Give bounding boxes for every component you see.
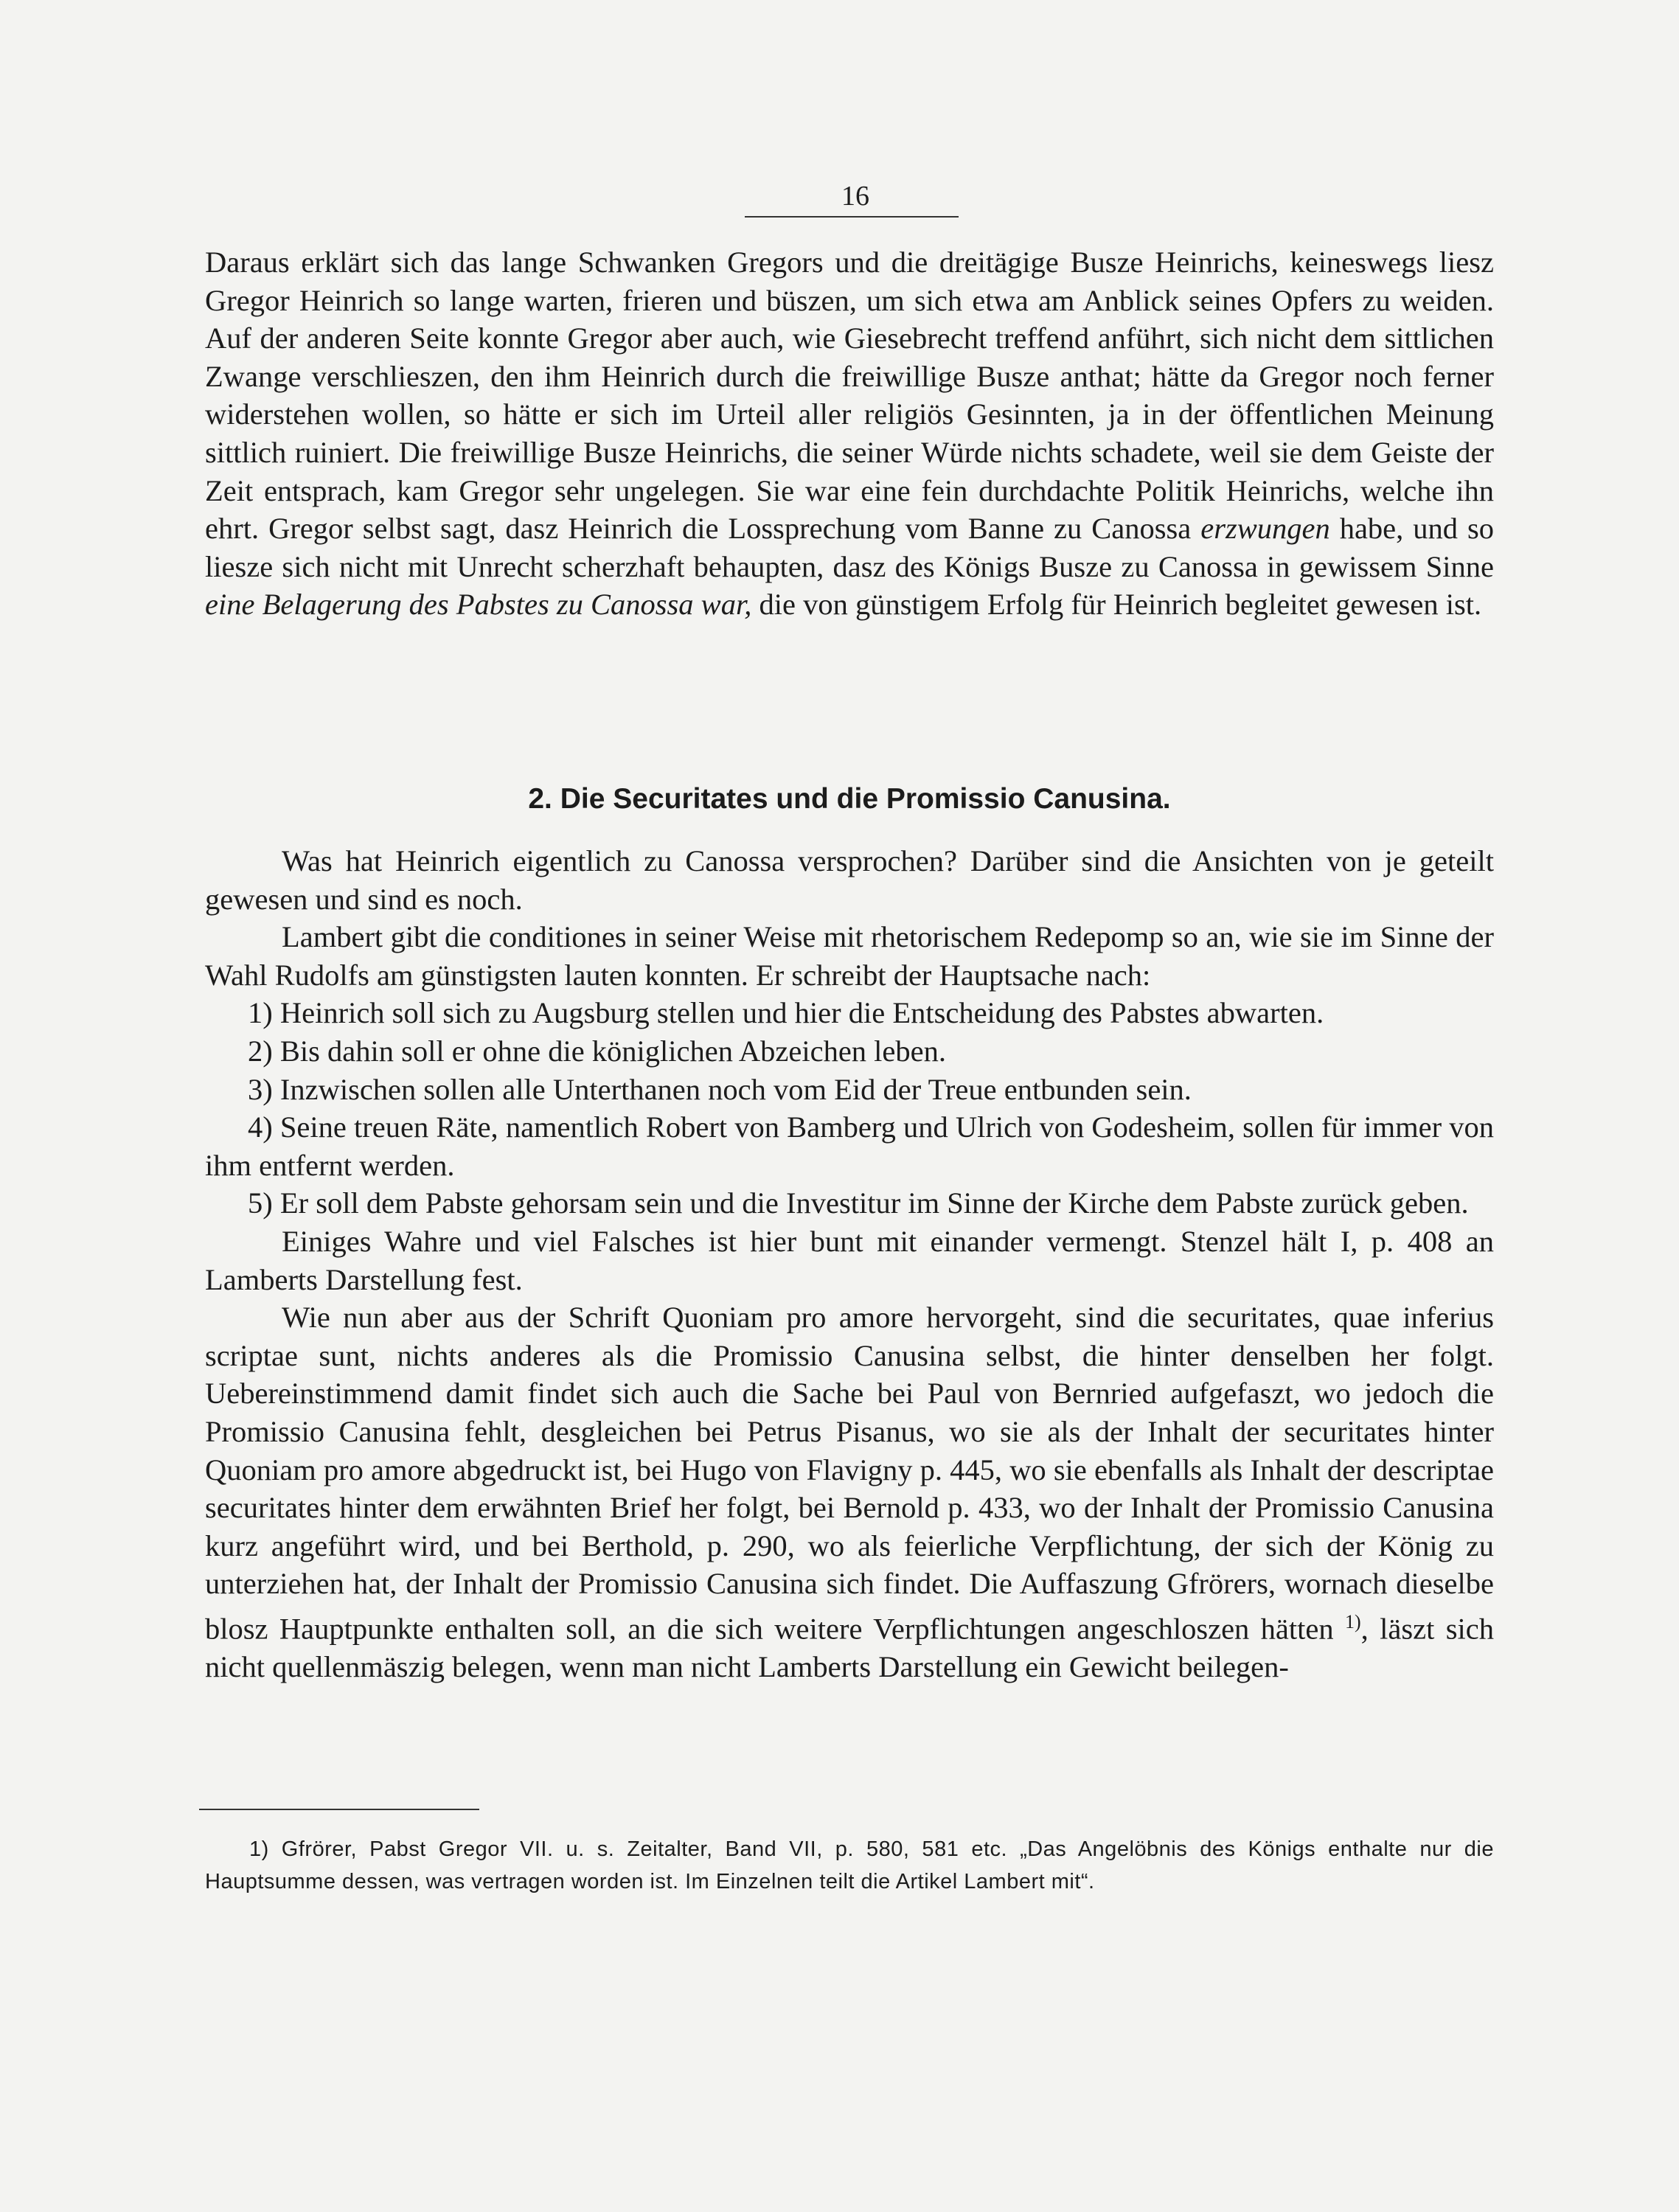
intro-paragraph-block: [205, 243, 1494, 624]
condition-item: 5) Er soll dem Pabste gehorsam sein und die Investitur im Sinne der Kirche dem Pabste zurück geben.: [248, 1186, 1469, 1220]
section-heading: 2. Die Securitates und die Promissio Canusina.: [528, 783, 1171, 815]
paragraph-lambert: Lambert gibt die conditiones in seiner Weise mit rhetorischem Redepomp so an, wie sie im Sinne der Wahl Rudolfs am günstigsten lauten konnten. Er schreibt der Hauptsache nach:: [205, 920, 1494, 992]
section-body: [205, 842, 1494, 1686]
paragraph-quoniam: [205, 1298, 1494, 1686]
intro-text-mid: habe, und so liesze sich nicht mit Unrecht scherzhaft behaupten, dasz des Königs Busze zu Canossa in gewissem Sinne: [205, 512, 1495, 583]
footnote-rule: [199, 1809, 479, 1810]
footnote: [205, 1833, 1494, 1898]
intro-text-end: die von günstigem Erfolg für Heinrich begleitet gewesen ist.: [759, 588, 1482, 622]
header-rule: [745, 216, 959, 218]
footnote-ref: 1): [1345, 1610, 1361, 1632]
paragraph-question: Was hat Heinrich eigentlich zu Canossa versprochen? Darüber sind die Ansichten von je geteilt gewesen und sind es noch.: [205, 844, 1494, 916]
condition-item: 4) Seine treuen Räte, namentlich Robert von Bamberg und Ulrich von Godesheim, sollen für immer von ihm entfernt werden.: [205, 1110, 1494, 1182]
quoniam-text: Wie nun aber aus der Schrift Quoniam pro amore hervorgeht, sind die securitates, quae inferius scriptae sunt, nichts anderes als die Promissio Canusina selbst, die hinter denselben her folgt. Uebereinstimmend damit findet sich auch die Sache bei Paul von Bernried aufgefaszt, wo jedoch die Promissio Canusina fehlt, desgleichen bei Petrus Pisanus, wo sie als der Inhalt der securitates hinter Quoniam pro amore abgedruckt ist, bei Hugo von Flavigny p. 445, wo sie ebenfalls als Inhalt der descriptae securitates hinter dem erwähnten Brief her folgt, bei Bernold p. 433, wo der Inhalt der Promissio Canusina kurz angeführt wird, und bei Berthold, p. 290, wo als feierliche Verpflichtung, der sich der König zu unterziehen hat, der Inhalt der Promissio Canusina sich findet. Die Auffaszung Gfrörers, wornach dieselbe blosz Hauptpunkte enthalten soll, an die sich weitere Verpflichtungen angeschloszen hätten: [205, 1301, 1494, 1646]
emphasis-erzwungen: erzwungen: [1200, 512, 1330, 546]
paragraph-stenzel: Einiges Wahre und viel Falsches ist hier bunt mit einander vermengt. Stenzel hält I, p. 408 an Lamberts Darstellung fest.: [205, 1224, 1494, 1296]
page-number: 16: [841, 181, 869, 212]
emphasis-belagerung: eine Belagerung des Pabstes zu Canossa war,: [205, 588, 752, 622]
quoniam-text-end: , läszt sich nicht quellenmäszig belegen, wenn man nicht Lamberts Darstellung ein Gewicht beilegen-: [205, 1612, 1494, 1683]
intro-paragraph: [205, 243, 1494, 624]
condition-item: 1) Heinrich soll sich zu Augsburg stellen und hier die Entscheidung des Pabstes abwarten.: [248, 996, 1324, 1030]
condition-item: 3) Inzwischen sollen alle Unterthanen noch vom Eid der Treue entbunden sein.: [248, 1072, 1192, 1106]
intro-text: Daraus erklärt sich das lange Schwanken Gregors und die dreitägige Busze Heinrichs, keineswegs liesz Gregor Heinrich so lange warten, frieren und büszen, um sich etwa am Anblick seines Opfers zu weiden. Auf der anderen Seite konnte Gregor aber auch, wie Giesebrecht treffend anführt, sich nicht dem sittlichen Zwange verschlieszen, den ihm Heinrich durch die freiwillige Busze anthat; hätte da Gregor noch ferner widerstehen wollen, so hätte er sich im Urteil aller religiös Gesinnten, ja in der öffentlichen Meinung sittlich ruiniert. Die freiwillige Busze Heinrichs, die seiner Würde nichts schadete, weil sie dem Geiste der Zeit entsprach, kam Gregor sehr ungelegen. Sie war eine fein durchdachte Politik Heinrichs, welche ihn ehrt. Gregor selbst sagt, dasz Heinrich die Lossprechung vom Banne zu Canossa: [205, 246, 1494, 546]
condition-item: 2) Bis dahin soll er ohne die königlichen Abzeichen leben.: [248, 1034, 947, 1068]
footnote-text: 1) Gfrörer, Pabst Gregor VII. u. s. Zeitalter, Band VII, p. 580, 581 etc. „Das Angelöbnis des Königs enthalte nur die Hauptsumme dessen, was vertragen worden ist. Im Einzelnen teilt die Artikel Lambert mit“.: [205, 1837, 1494, 1893]
